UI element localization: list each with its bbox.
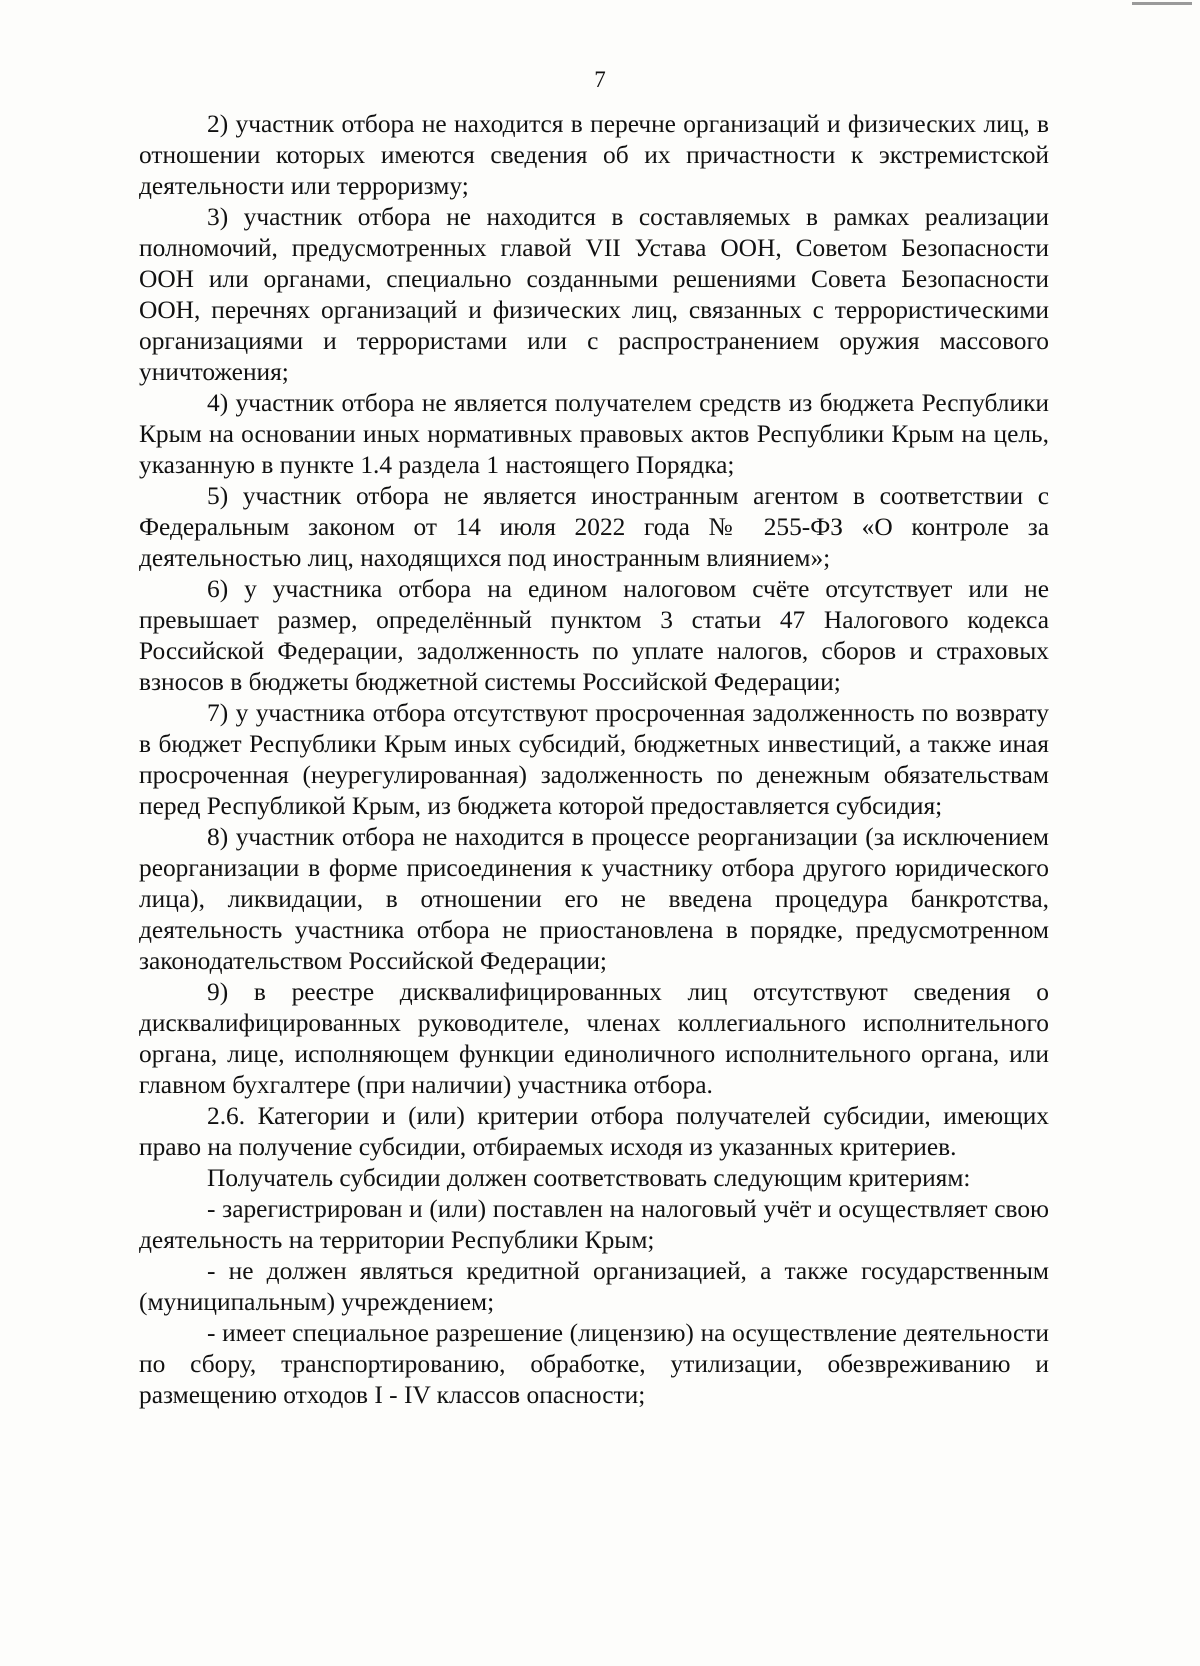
page-number: 7 xyxy=(594,67,606,92)
criteria-item-registration: - зарегистрирован и (или) поставлен на налоговый учёт и осуществляет свою деятельность на территории Республики Крым; xyxy=(139,1195,1049,1254)
paragraph-item-5: 5) участник отбора не является иностранным агентом в соответствии с Федеральным законом от 14 июля 2022 года № 255-ФЗ «О контроле за деятельностью лиц, находящихся под иностранным влиянием»; xyxy=(139,482,1049,572)
criteria-item-not-credit-org: - не должен являться кредитной организацией, а также государственным (муниципальным) учреждением; xyxy=(139,1257,1049,1316)
section-2-6-heading: 2.6. Категории и (или) критерии отбора получателей субсидии, имеющих право на получение субсидии, отбираемых исходя из указанных критериев. xyxy=(139,1102,1049,1161)
paragraph-item-3: 3) участник отбора не находится в составляемых в рамках реализации полномочий, предусмотренных главой VII Устава ООН, Советом Безопасности ООН или органами, специально созданными решениями Совета Безопасности ООН, перечнях организаций и физических лиц, связанных с террористическими организациями и террористами или с распространением оружия массового уничтожения; xyxy=(139,203,1049,386)
paragraph-item-4: 4) участник отбора не является получателем средств из бюджета Республики Крым на основании иных нормативных правовых актов Республики Крым на цель, указанную в пункте 1.4 раздела 1 настоящего Порядка; xyxy=(139,389,1049,479)
criteria-intro: Получатель субсидии должен соответствовать следующим критериям: xyxy=(207,1164,971,1192)
paragraph-item-7: 7) у участника отбора отсутствуют просроченная задолженность по возврату в бюджет Республики Крым иных субсидий, бюджетных инвестиций, а также иная просроченная (неурегулированная) задолженность по денежным обязательствам перед Республикой Крым, из бюджета которой предоставляется субсидия; xyxy=(139,699,1049,820)
criteria-item-license: - имеет специальное разрешение (лицензию) на осуществление деятельности по сбору, транспортированию, обработке, утилизации, обезвреживанию и размещению отходов I - IV классов опасности; xyxy=(139,1319,1049,1409)
scan-corner-mark xyxy=(1132,2,1192,5)
document-body xyxy=(139,109,1049,1411)
paragraph-item-2: 2) участник отбора не находится в перечне организаций и физических лиц, в отношении которых имеются сведения об их причастности к экстремистской деятельности или терроризму; xyxy=(139,110,1049,200)
paragraph-item-8: 8) участник отбора не находится в процессе реорганизации (за исключением реорганизации в форме присоединения к участнику отбора другого юридического лица), ликвидации, в отношении его не введена процедура банкротства, деятельность участника отбора не приостановлена в порядке, предусмотренном законодательством Российской Федерации; xyxy=(139,823,1049,975)
paragraph-item-6: 6) у участника отбора на едином налоговом счёте отсутствует или не превышает размер, определённый пунктом 3 статьи 47 Налогового кодекса Российской Федерации, задолженность по уплате налогов, сборов и страховых взносов в бюджеты бюджетной системы Российской Федерации; xyxy=(139,575,1049,696)
paragraph-item-9: 9) в реестре дисквалифицированных лиц отсутствуют сведения о дисквалифицированных руководителе, членах коллегиального исполнительного органа, лице, исполняющем функции единоличного исполнительного органа, или главном бухгалтере (при наличии) участника отбора. xyxy=(139,978,1049,1099)
